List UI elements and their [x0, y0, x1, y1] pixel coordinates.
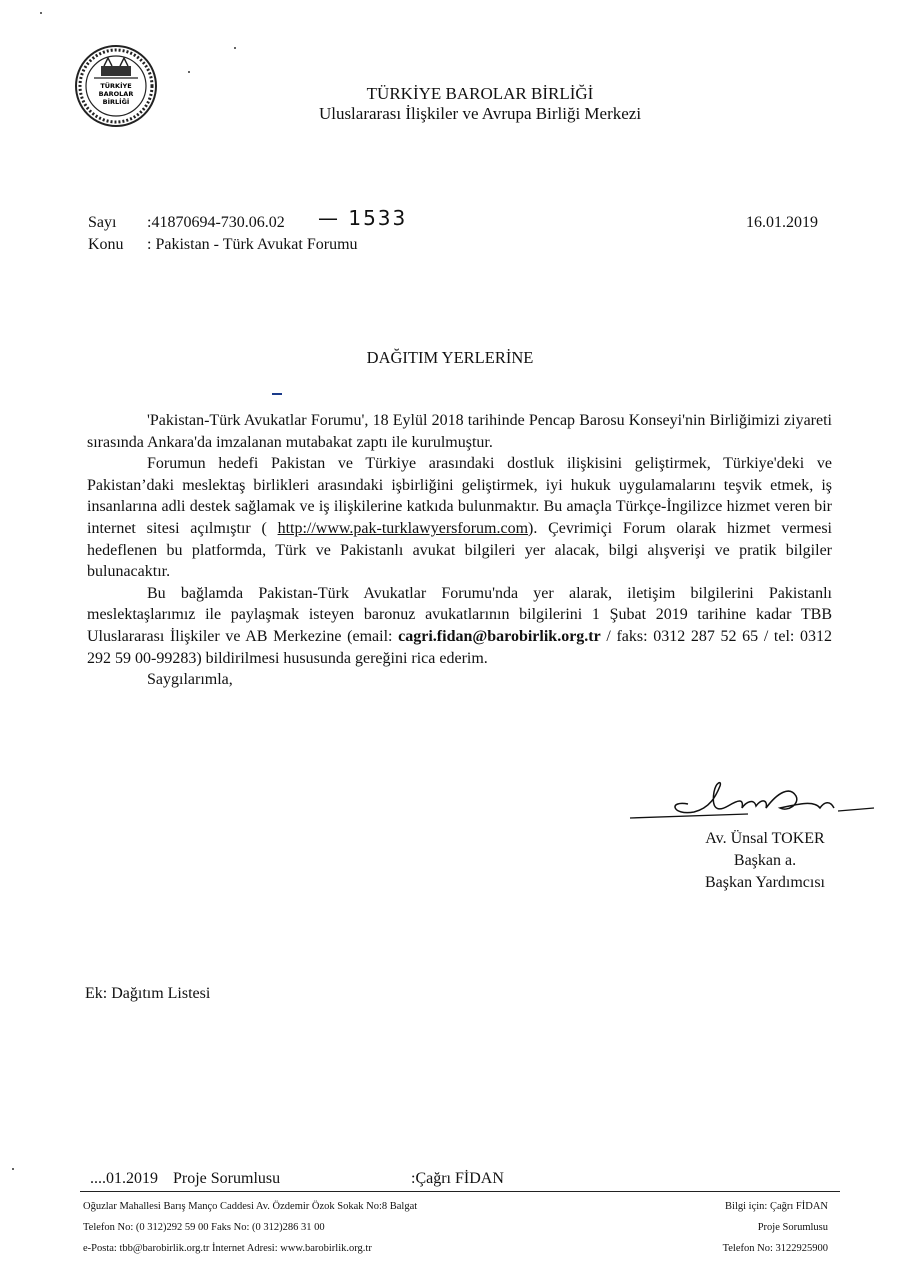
footer-info-phone: Telefon No: 3122925900	[722, 1243, 828, 1254]
org-name: TÜRKİYE BAROLAR BİRLİĞİ	[366, 84, 594, 103]
paragraph-3-text-end: / faks: 0312 287 52 65 / tel: 0312 292 59 00-99283) bildirilmesi hususunda gereğini rica ederim.	[87, 627, 833, 667]
attachment-note: Ek: Dağıtım Listesi	[85, 985, 211, 1002]
footer-info-block	[600, 1196, 828, 1259]
paragraph-3	[87, 583, 832, 669]
footer-info-title: Proje Sorumlusu	[757, 1222, 828, 1233]
handwritten-signature	[628, 778, 878, 826]
org-subtitle: Uluslararası İlişkiler ve Avrupa Birliği Merkezi	[318, 104, 642, 123]
signatory-title-2: Başkan Yardımcısı	[705, 874, 825, 891]
scan-speck	[188, 71, 190, 73]
konu-label: Konu	[88, 236, 124, 253]
paragraph-2-text: Forumun hedefi Pakistan ve Türkiye arasındaki dostluk ilişkisini geliştirmek, Türkiye'deki ve Pakistan’daki meslektaş birlikleri arasındaki işbirliğini geliştirmek, iyi hukuk uygulamalarını teşvik etmek, iş insanlarına adli destek sağlamak ve iş ilişkilerine katkıda bulunmaktır. Bu amaçla Türkçe-İngilizce hizmet veren bir internet sitesi açılmıştır (	[87, 455, 832, 537]
ink-mark	[272, 393, 282, 395]
signatory-title-1: Başkan a.	[733, 852, 797, 869]
paragraph-2	[87, 453, 832, 583]
responsible-name: :Çağrı FİDAN	[411, 1170, 504, 1187]
footer-info-contact: Bilgi için: Çağrı FİDAN	[725, 1201, 828, 1212]
recipient-heading: DAĞITIM YERLERİNE	[366, 348, 534, 367]
scan-speck	[12, 1168, 14, 1170]
sayi-handwritten-number: — 1533	[318, 206, 408, 230]
seal-text-line-1: TÜRKİYE	[100, 82, 132, 90]
seal-text-line-3: BİRLİĞİ	[102, 98, 130, 106]
responsible-date: ....01.2019	[90, 1170, 158, 1187]
signatory-name: Av. Ünsal TOKER	[705, 830, 825, 847]
sayi-value: :41870694-730.06.02	[147, 214, 285, 231]
paragraph-2-text-end: ). Çevrimiçi Forum olarak hizmet vermesi hedeflenen bu platformda, Türk ve Pakistanlı avukat bilgileri yer alacak, bilgi alışverişi ve pratik bilgiler bulunacaktır.	[87, 519, 833, 581]
tbb-seal-logo	[74, 44, 158, 128]
forum-website-link[interactable]: http://www.pak-turklawyersforum.com	[277, 519, 529, 537]
footer-address-block	[83, 1196, 417, 1259]
responsible-label: Proje Sorumlusu	[173, 1170, 281, 1187]
footer-divider	[80, 1191, 840, 1192]
footer-address: Oğuzlar Mahallesi Barış Manço Caddesi Av. Özdemir Özok Sokak No:8 Balgat	[83, 1201, 418, 1212]
closing: Saygılarımla,	[147, 671, 233, 689]
scan-speck	[40, 12, 42, 14]
konu-value: : Pakistan - Türk Avukat Forumu	[147, 236, 358, 253]
paragraph-3-text: Bu bağlamda Pakistan-Türk Avukatlar Forumu'nda yer alarak, iletişim bilgilerini Pakistanlı meslektaşlarımız ile paylaşmak isteyen baronuz avukatlarının bilgilerini 1 Şubat 2019 tarihine kadar TBB Uluslararası İlişkiler ve AB Merkezine (email:	[87, 584, 832, 645]
footer-phone-fax: Telefon No: (0 312)292 59 00 Faks No: (0 312)286 31 00	[83, 1222, 325, 1233]
contact-email[interactable]: cagri.fidan@barobirlik.org.tr	[398, 627, 601, 645]
signature-block	[660, 828, 870, 894]
letter-date: 16.01.2019	[746, 214, 818, 231]
sayi-label: Sayı	[88, 214, 117, 231]
paragraph-1: 'Pakistan-Türk Avukatlar Forumu', 18 Eylül 2018 tarihinde Pencap Barosu Konseyi'nin Birliğimizi ziyareti sırasında Ankara'da imzalanan mutabakat zaptı ile kurulmuştur.	[87, 412, 832, 451]
scan-speck	[234, 47, 236, 49]
seal-text-line-2: BAROLAR	[98, 90, 134, 98]
footer-email-web: e-Posta: tbb@barobirlik.org.tr İnternet Adresi: www.barobirlik.org.tr	[83, 1243, 372, 1254]
letter-body	[87, 410, 832, 691]
